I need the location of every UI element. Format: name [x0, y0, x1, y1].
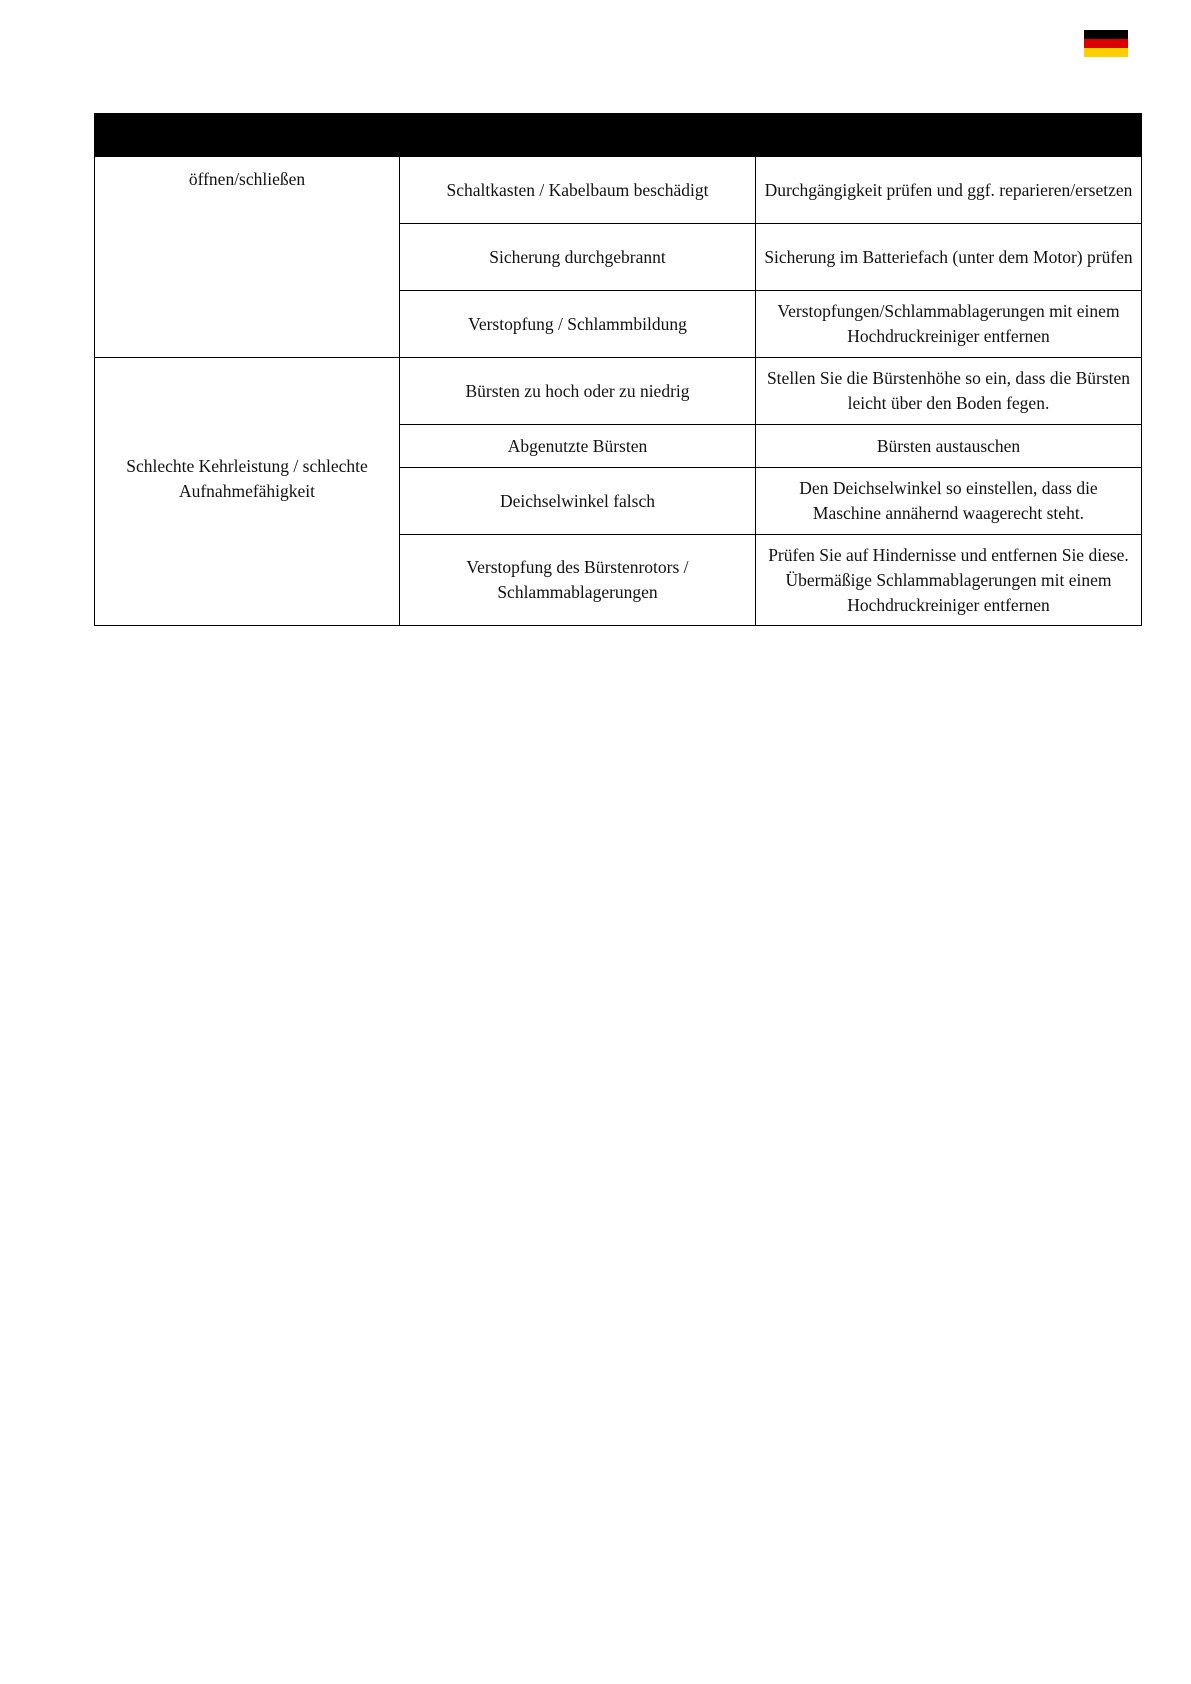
table-row [95, 157, 1142, 224]
cause-cell: Verstopfung des Bürstenrotors / Schlammablagerungen [400, 535, 756, 626]
cause-cell: Sicherung durchgebrannt [400, 224, 756, 291]
cause-cell: Verstopfung / Schlammbildung [400, 291, 756, 358]
remedy-cell: Stellen Sie die Bürstenhöhe so ein, dass die Bürsten leicht über den Boden fegen. [756, 358, 1142, 425]
flag-stripe-red [1084, 39, 1128, 48]
header-cause [400, 114, 756, 157]
remedy-cell: Den Deichselwinkel so einstellen, dass die Maschine annähernd waagerecht steht. [756, 468, 1142, 535]
table-header-row [95, 114, 1142, 157]
header-remedy [756, 114, 1142, 157]
remedy-cell: Bürsten austauschen [756, 425, 1142, 468]
remedy-cell: Prüfen Sie auf Hindernisse und entfernen Sie diese. Übermäßige Schlammablagerungen mit einem Hochdruckreiniger entfernen [756, 535, 1142, 626]
table-row [95, 358, 1142, 425]
flag-stripe-gold [1084, 48, 1128, 57]
cause-cell: Abgenutzte Bürsten [400, 425, 756, 468]
flag-stripe-black [1084, 30, 1128, 39]
cause-cell: Deichselwinkel falsch [400, 468, 756, 535]
troubleshooting-table [94, 113, 1142, 626]
remedy-cell: Verstopfungen/Schlammablagerungen mit einem Hochdruckreiniger entfernen [756, 291, 1142, 358]
problem-cell: öffnen/schließen [95, 157, 400, 358]
header-problem [95, 114, 400, 157]
german-flag-icon [1084, 30, 1128, 57]
remedy-cell: Durchgängigkeit prüfen und ggf. reparieren/ersetzen [756, 157, 1142, 224]
cause-cell: Bürsten zu hoch oder zu niedrig [400, 358, 756, 425]
problem-cell: Schlechte Kehrleistung / schlechte Aufnahmefähigkeit [95, 358, 400, 626]
remedy-cell: Sicherung im Batteriefach (unter dem Motor) prüfen [756, 224, 1142, 291]
cause-cell: Schaltkasten / Kabelbaum beschädigt [400, 157, 756, 224]
